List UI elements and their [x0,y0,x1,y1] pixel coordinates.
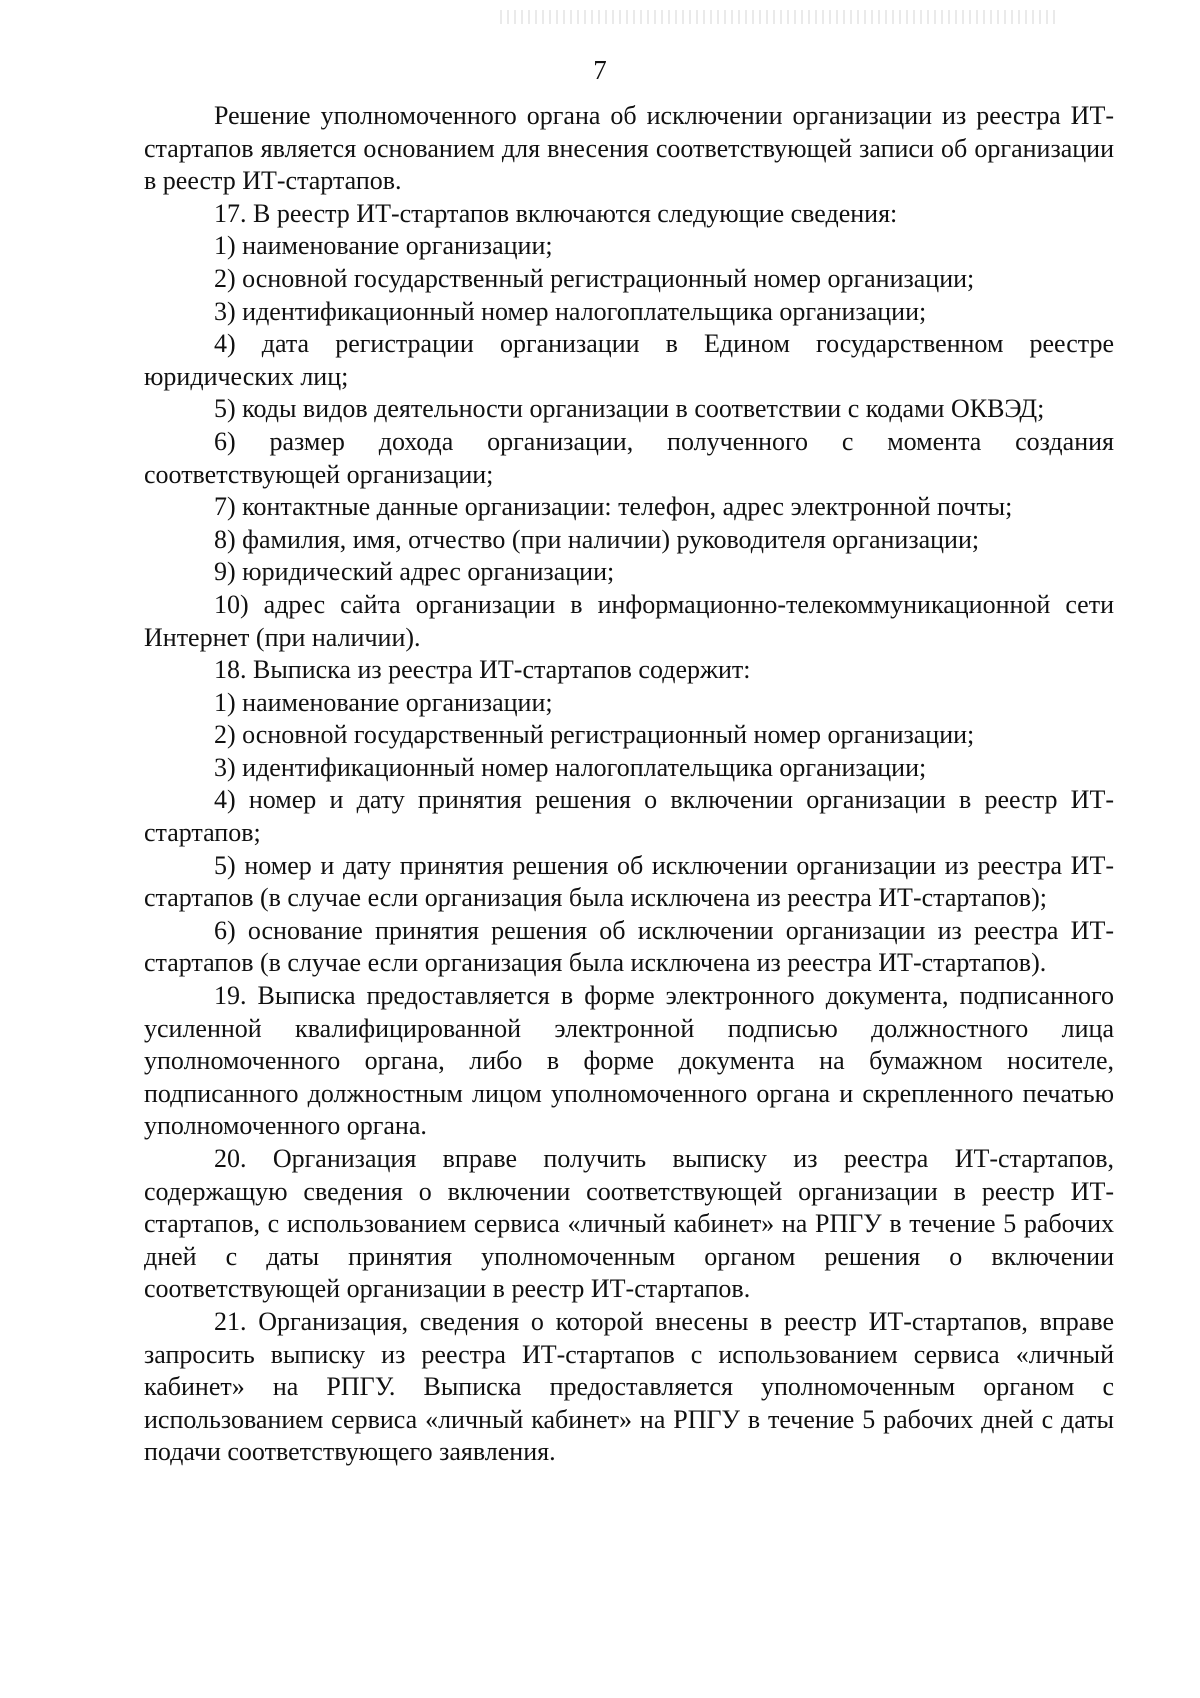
clause-18-item-3: 3) идентификационный номер налогоплательщика организации; [214,752,927,782]
scan-artifact [500,10,1060,24]
clause-18-item-4: 4) номер и дату принятия решения о включении организации в реестр ИТ-стартапов; [144,785,1114,848]
clause-21: 21. Организация, сведения о которой внесены в реестр ИТ-стартапов, вправе запросить выписку из реестра ИТ-стартапов с использованием сервиса «личный кабинет» на РПГУ. Выписка предоставляется уполномоченным органом с использованием сервиса «личный кабинет» на РПГУ в течение 5 рабочих дней с даты подачи соответствующего заявления. [144,1306,1114,1467]
page-number: 7 [593,55,607,85]
clause-18-item-5: 5) номер и дату принятия решения об исключении организации из реестра ИТ-стартапов (в случае если организация была исключена из реестра ИТ-стартапов); [144,850,1114,913]
paragraph-exclusion-decision: Решение уполномоченного органа об исключении организации из реестра ИТ-стартапов является основанием для внесения соответствующей записи об организации в реестр ИТ-стартапов. [144,101,1114,196]
clause-18-item-1: 1) наименование организации; [214,687,553,717]
clause-17-item-6: 6) размер дохода организации, полученного с момента создания соответствующей организации; [144,426,1114,489]
clause-17-heading: 17. В реестр ИТ-стартапов включаются следующие сведения: [214,198,898,228]
clause-17-item-9: 9) юридический адрес организации; [214,557,615,587]
clause-18-heading: 18. Выписка из реестра ИТ-стартапов содержит: [214,655,751,685]
clause-17-item-10: 10) адрес сайта организации в информационно-телекоммуникационной сети Интернет (при наличии). [144,589,1114,652]
clause-20: 20. Организация вправе получить выписку из реестра ИТ-стартапов, содержащую сведения о включении соответствующей организации в реестр ИТ-стартапов, с использованием сервиса «личный кабинет» на РПГУ в течение 5 рабочих дней с даты принятия уполномоченным органом решения о включении соответствующей организации в реестр ИТ-стартапов. [144,1144,1114,1304]
clause-17-item-5: 5) коды видов деятельности организации в соответствии с кодами ОКВЭД; [214,394,1045,424]
clause-17-item-2: 2) основной государственный регистрационный номер организации; [214,263,975,293]
clause-18-item-6: 6) основание принятия решения об исключении организации из реестра ИТ-стартапов (в случае если организация была исключена из реестра ИТ-стартапов). [144,915,1114,978]
clause-19: 19. Выписка предоставляется в форме электронного документа, подписанного усиленной квалифицированной электронной подписью должностного лица уполномоченного органа, либо в форме документа на бумажном носителе, подписанного должностным лицом уполномоченного органа и скрепленного печатью уполномоченного органа. [144,981,1114,1141]
document-body [144,100,1114,1469]
clause-17-item-3: 3) идентификационный номер налогоплательщика организации; [214,296,927,326]
clause-17-item-7: 7) контактные данные организации: телефон, адрес электронной почты; [214,492,1013,522]
clause-18-item-2: 2) основной государственный регистрационный номер организации; [214,720,975,750]
clause-17-item-4: 4) дата регистрации организации в Едином государственном реестре юридических лиц; [144,329,1114,391]
clause-17-item-8: 8) фамилия, имя, отчество (при наличии) руководителя организации; [214,524,980,554]
clause-17-item-1: 1) наименование организации; [214,231,553,261]
